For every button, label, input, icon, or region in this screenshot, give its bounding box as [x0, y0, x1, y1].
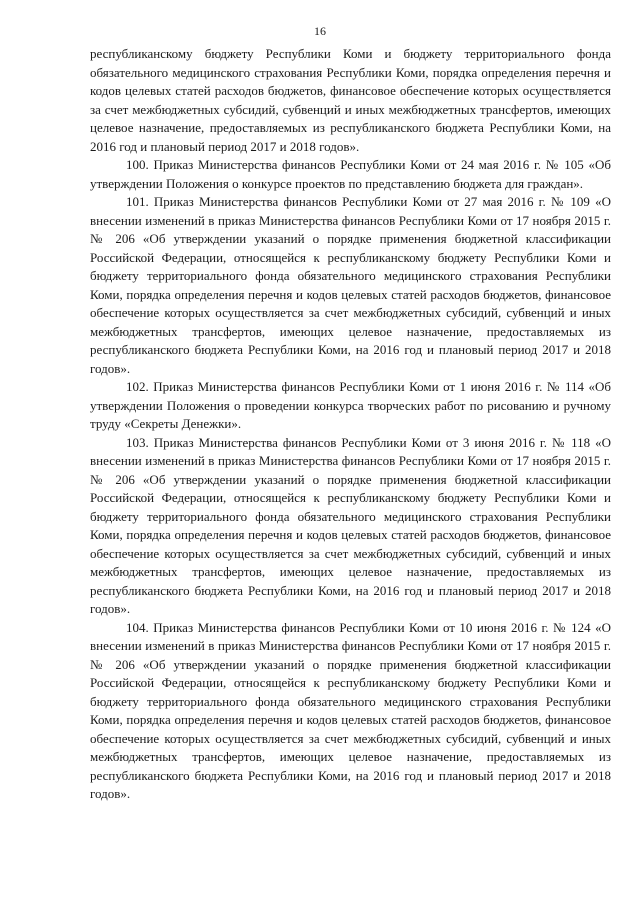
paragraph-item-103: 103. Приказ Министерства финансов Республики Коми от 3 июня 2016 г. № 118 «О внесении изменений в приказ Министерства финансов Республики Коми от 17 ноября 2015 г. № 206 «Об утверждении указаний о порядке применения бюджетной классификации Российской Федерации, относящейся к республиканскому бюджету Республики Коми и бюджету территориального фонда обязательного медицинского страхования Республики Коми, порядка определения перечня и кодов целевых статей расходов бюджетов, финансовое обеспечение которых осуществляется за счет межбюджетных субсидий, субвенций и иных межбюджетных трансфертов, имеющих целевое назначение, предоставляемых из республиканского бюджета Республики Коми, на 2016 год и плановый период 2017 и 2018 годов».: [90, 434, 611, 616]
document-body: [90, 45, 611, 804]
paragraph-item-102: 102. Приказ Министерства финансов Республики Коми от 1 июня 2016 г. № 114 «Об утверждении Положения о проведении конкурса творческих работ по рисованию и ручному труду «Секреты Денежки».: [90, 379, 611, 431]
page-number: 16: [314, 24, 326, 38]
paragraph-continuation: республиканскому бюджету Республики Коми и бюджету территориального фонда обязательного медицинского страхования Республики Коми, порядка определения перечня и кодов целевых статей расходов бюджетов, финансовое обеспечение которых осуществляется за счет межбюджетных субсидий, субвенций и иных межбюджетных трансфертов, имеющих целевое назначение, предоставляемых из республиканского бюджета Республики Коми, на 2016 год и плановый период 2017 и 2018 годов».: [90, 46, 611, 154]
paragraph-item-100: 100. Приказ Министерства финансов Республики Коми от 24 мая 2016 г. № 105 «Об утверждении Положения о конкурсе проектов по представлению бюджета для граждан».: [90, 157, 611, 191]
paragraph-item-101: 101. Приказ Министерства финансов Республики Коми от 27 мая 2016 г. № 109 «О внесении изменений в приказ Министерства финансов Республики Коми от 17 ноября 2015 г. № 206 «Об утверждении указаний о порядке применения бюджетной классификации Российской Федерации, относящейся к республиканскому бюджету Республики Коми и бюджету территориального фонда обязательного медицинского страхования Республики Коми, порядка определения перечня и кодов целевых статей расходов бюджетов, финансовое обеспечение которых осуществляется за счет межбюджетных субсидий, субвенций и иных межбюджетных трансфертов, имеющих целевое назначение, предоставляемых из республиканского бюджета Республики Коми, на 2016 год и плановый период 2017 и 2018 годов».: [90, 194, 611, 376]
paragraph-item-104: 104. Приказ Министерства финансов Республики Коми от 10 июня 2016 г. № 124 «О внесении изменений в приказ Министерства финансов Республики Коми от 17 ноября 2015 г. № 206 «Об утверждении указаний о порядке применения бюджетной классификации Российской Федерации, относящейся к республиканскому бюджету Республики Коми и бюджету территориального фонда обязательного медицинского страхования Республики Коми, порядка определения перечня и кодов целевых статей расходов бюджетов, финансовое обеспечение которых осуществляется за счет межбюджетных субсидий, субвенций и иных межбюджетных трансфертов, имеющих целевое назначение, предоставляемых из республиканского бюджета Республики Коми, на 2016 год и плановый период 2017 и 2018 годов».: [90, 619, 611, 801]
